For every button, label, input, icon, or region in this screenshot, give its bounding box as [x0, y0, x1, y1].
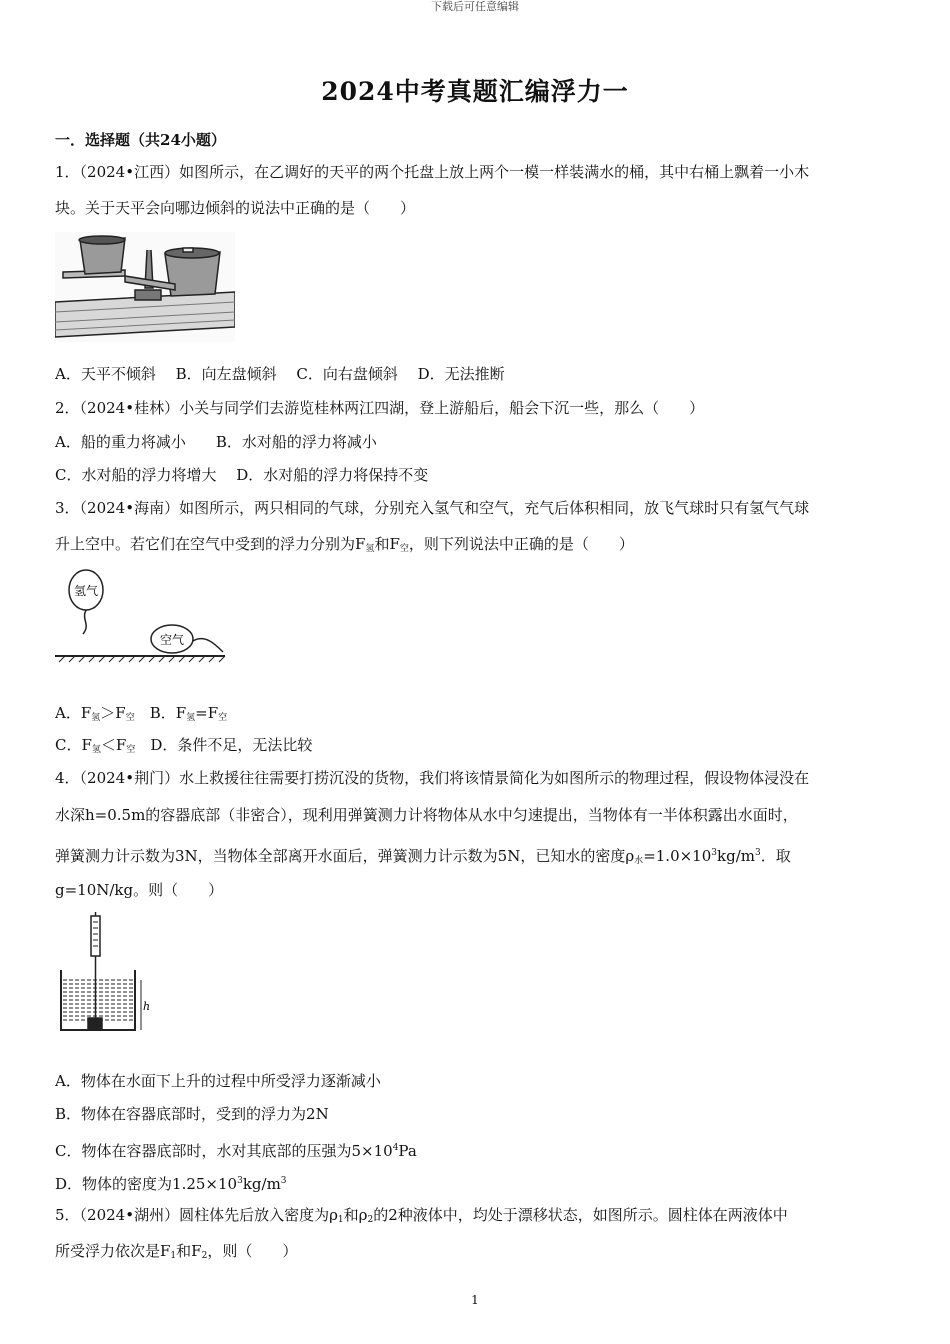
q2-options-cd: C．水对船的浮力将增大 D．水对船的浮力将保持不变 [55, 466, 429, 484]
section-heading: 一．选择题（共24小题） [55, 131, 226, 149]
q5-line1-post: 的2种液体中，均处于漂移状态，如图所示。圆柱体在两液体中 [373, 1206, 788, 1224]
q1-options: A．天平不倾斜 B．向左盘倾斜 C．向右盘倾斜 D．无法推断 [55, 365, 505, 383]
q3-line2-post: ，则下列说法中正确的是（ ） [408, 535, 634, 553]
q4-option-b: B．物体在容器底部时，受到的浮力为2N [55, 1105, 329, 1123]
q4-option-c-post: Pa [398, 1142, 417, 1160]
q3-line2-mid: 和F [374, 535, 400, 553]
q4-option-d-post: kg/m [242, 1175, 281, 1193]
q3-lt: ＜F [100, 736, 127, 754]
container-figure [55, 912, 155, 1038]
q3-options-cd [55, 735, 905, 760]
q5-line2-post: ，则（ ） [207, 1242, 298, 1260]
q3-sub-hydrogen: 氢 [365, 544, 375, 554]
q5-rho1-sub: 1 [337, 1215, 344, 1225]
q3-opt-d: D．条件不足，无法比较 [135, 736, 313, 754]
q3-opt-b: B．F [134, 704, 187, 722]
q5-line1-mid: 和ρ [343, 1206, 368, 1224]
q3-sub-air: 空 [399, 544, 409, 554]
q3-eq: =F [195, 704, 219, 722]
q2-line1: 2．（2024•桂林）小关与同学们去游览桂林两江四湖，登上游船后，船会下沉一些，那么（ ） [55, 399, 705, 417]
q4-option-a: A．物体在水面下上升的过程中所受浮力逐渐减小 [55, 1072, 381, 1090]
q5-rho2-sub: 2 [367, 1215, 374, 1225]
q4-line1: 4．（2024•荆门）水上救援往往需要打捞沉没的货物，我们将该情景简化为如图所示的物理过程，假设物体浸没在 [55, 769, 810, 787]
page-number: 1 [471, 1293, 479, 1307]
q3-opt-a-sub2: 空 [125, 713, 135, 723]
q4-line3-pre: 弹簧测力计示数为3N，当物体全部离开水面后，弹簧测力计示数为5N，已知水的密度ρ [55, 847, 635, 865]
balloon-figure [55, 568, 230, 664]
q3-options-ab [55, 703, 905, 728]
balloon-air-label: 空气 [159, 633, 185, 647]
q5-line2-mid: 和F [176, 1242, 202, 1260]
balance-figure [55, 232, 235, 342]
q5-line2-pre: 所受浮力依次是F [55, 1242, 171, 1260]
q3-line2-pre: 升上空中。若它们在空气中受到的浮力分别为F [55, 535, 366, 553]
q4-exp-unit: 3 [754, 848, 761, 858]
q3-opt-c-sub2: 空 [126, 745, 136, 755]
q5-line1 [55, 1205, 905, 1230]
q3-opt-c-sub1: 氢 [91, 745, 101, 755]
q1-line1: 1．（2024•江西）如图所示，在乙调好的天平的两个托盘上放上两个一模一样装满水的桶，其中右桶上飘着一小木 [55, 163, 810, 181]
depth-h-label: h [143, 1000, 151, 1013]
balloon-hydrogen-label: 氢气 [73, 584, 99, 598]
q4-line3-mid: =1.0×10 [643, 847, 712, 865]
q5-line2 [55, 1241, 905, 1266]
q4-line2: 水深h=0.5m的容器底部（非密合），现利用弹簧测力计将物体从水中匀速提出，当物体有一半体积露出水面时， [55, 806, 798, 824]
q3-opt-c: C．F [55, 736, 92, 754]
q4-line3 [55, 843, 905, 871]
q3-line1: 3．（2024•海南）如图所示，两只相同的气球，分别充入氢气和空气，充气后体积相同，放飞气球时只有氢气气球 [55, 499, 810, 517]
q3-opt-b-sub1: 氢 [186, 713, 196, 723]
q4-option-d-exp2: 3 [280, 1176, 287, 1186]
q3-opt-a: A．F [55, 704, 92, 722]
q3-opt-b-sub2: 空 [218, 713, 228, 723]
q5-line1-pre: 5．（2024•湖州）圆柱体先后放入密度为ρ [55, 1206, 338, 1224]
q4-option-c [55, 1138, 905, 1161]
q3-gt: ＞F [100, 704, 126, 722]
q4-line3-post: kg/m [717, 847, 755, 865]
q4-option-c-pre: C．物体在容器底部时，水对其底部的压强为5×10 [55, 1142, 393, 1160]
page-title: 2024中考真题汇编浮力一 [321, 77, 629, 106]
q4-line4: g=10N/kg。则（ ） [55, 881, 224, 899]
q4-option-d-exp: 3 [237, 1176, 243, 1186]
header-note: 下载后可任意编辑 [431, 0, 519, 13]
q4-option-d [55, 1171, 905, 1194]
q5-f1-sub: 1 [170, 1251, 177, 1261]
q4-option-c-exp: 4 [392, 1143, 399, 1153]
q3-opt-a-sub1: 氢 [91, 713, 101, 723]
q4-rho-sub: 水 [634, 856, 644, 866]
q4-exp: 3 [711, 848, 718, 858]
q1-line2: 块。关于天平会向哪边倾斜的说法中正确的是（ ） [55, 199, 416, 217]
q4-line3-tail: ．取 [760, 847, 791, 865]
q3-line2 [55, 534, 905, 559]
q2-options-ab: A．船的重力将减小 B．水对船的浮力将减小 [55, 433, 377, 451]
q5-f2-sub: 2 [201, 1251, 208, 1261]
q4-option-d-pre: D．物体的密度为1.25×10 [55, 1175, 238, 1193]
